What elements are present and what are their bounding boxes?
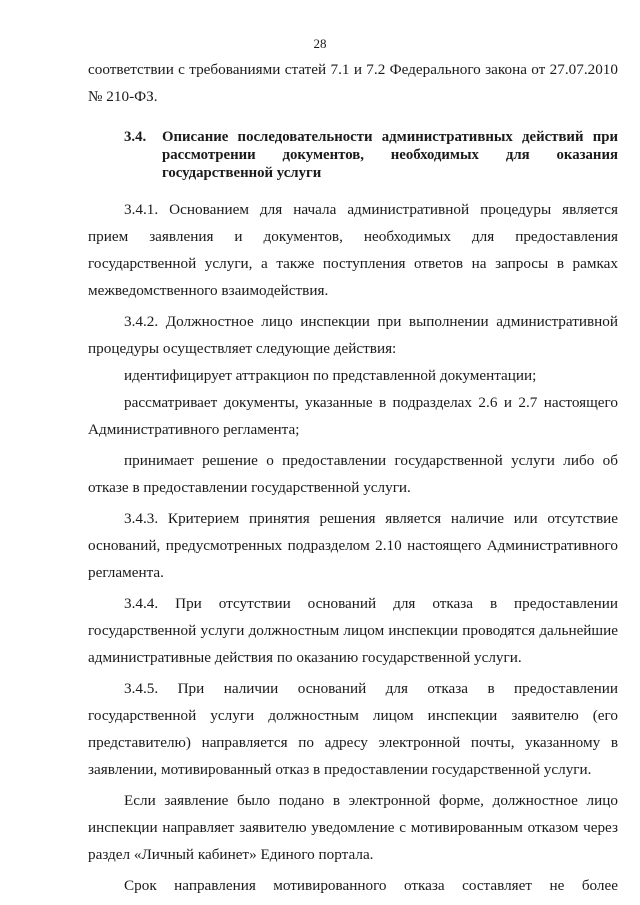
page-number: 28 (313, 36, 327, 51)
section-heading (88, 128, 618, 182)
section-heading-title: Описание последовательности административных действий при рассмотрении документов, необходимых для оказания государственной услуги (162, 129, 618, 181)
paragraph-action-decide: принимает решение о предоставлении государственной услуги либо об отказе в предоставлении государственной услуги. (88, 452, 618, 496)
paragraph-action-identify: идентифицирует аттракцион по представленной документации; (124, 367, 537, 384)
paragraph-3-4-2: 3.4.2. Должностное лицо инспекции при выполнении административной процедуры осуществляет следующие действия: (88, 313, 618, 357)
paragraph-action-review: рассматривает документы, указанные в подразделах 2.6 и 2.7 настоящего Административного регламента; (88, 394, 618, 438)
paragraph-3-4-4: 3.4.4. При отсутствии оснований для отказа в предоставлении государственной услуги должностным лицом инспекции проводятся дальнейшие административные действия по оказанию государственной услуги. (88, 595, 618, 666)
paragraph-electronic-form: Если заявление было подано в электронной форме, должностное лицо инспекции направляет заявителю уведомление с мотивированным отказом через раздел «Личный кабинет» Единого портала. (88, 792, 618, 863)
paragraph-3-4-5: 3.4.5. При наличии оснований для отказа в предоставлении государственной услуги должностным лицом инспекции заявителю (его представителю) направляется по адресу электронной почты, указанному в заявлении, мотивированный отказ в предоставлении государственной услуги. (88, 680, 618, 778)
paragraph-3-4-3: 3.4.3. Критерием принятия решения является наличие или отсутствие оснований, предусмотренных подразделом 2.10 настоящего Административного регламента. (88, 510, 618, 581)
paragraph-refusal-deadline: Срок направления мотивированного отказа составляет не более (124, 877, 618, 894)
paragraph-continuation: соответствии с требованиями статей 7.1 и 7.2 Федерального закона от 27.07.2010 № 210-ФЗ. (88, 61, 618, 105)
paragraph-3-4-1: 3.4.1. Основанием для начала административной процедуры является прием заявления и документов, необходимых для предоставления государственной услуги, а также поступления ответов на запросы в рамках межведомственного взаимодействия. (88, 201, 618, 299)
section-heading-number: 3.4. (124, 129, 147, 145)
page-content (88, 56, 618, 899)
